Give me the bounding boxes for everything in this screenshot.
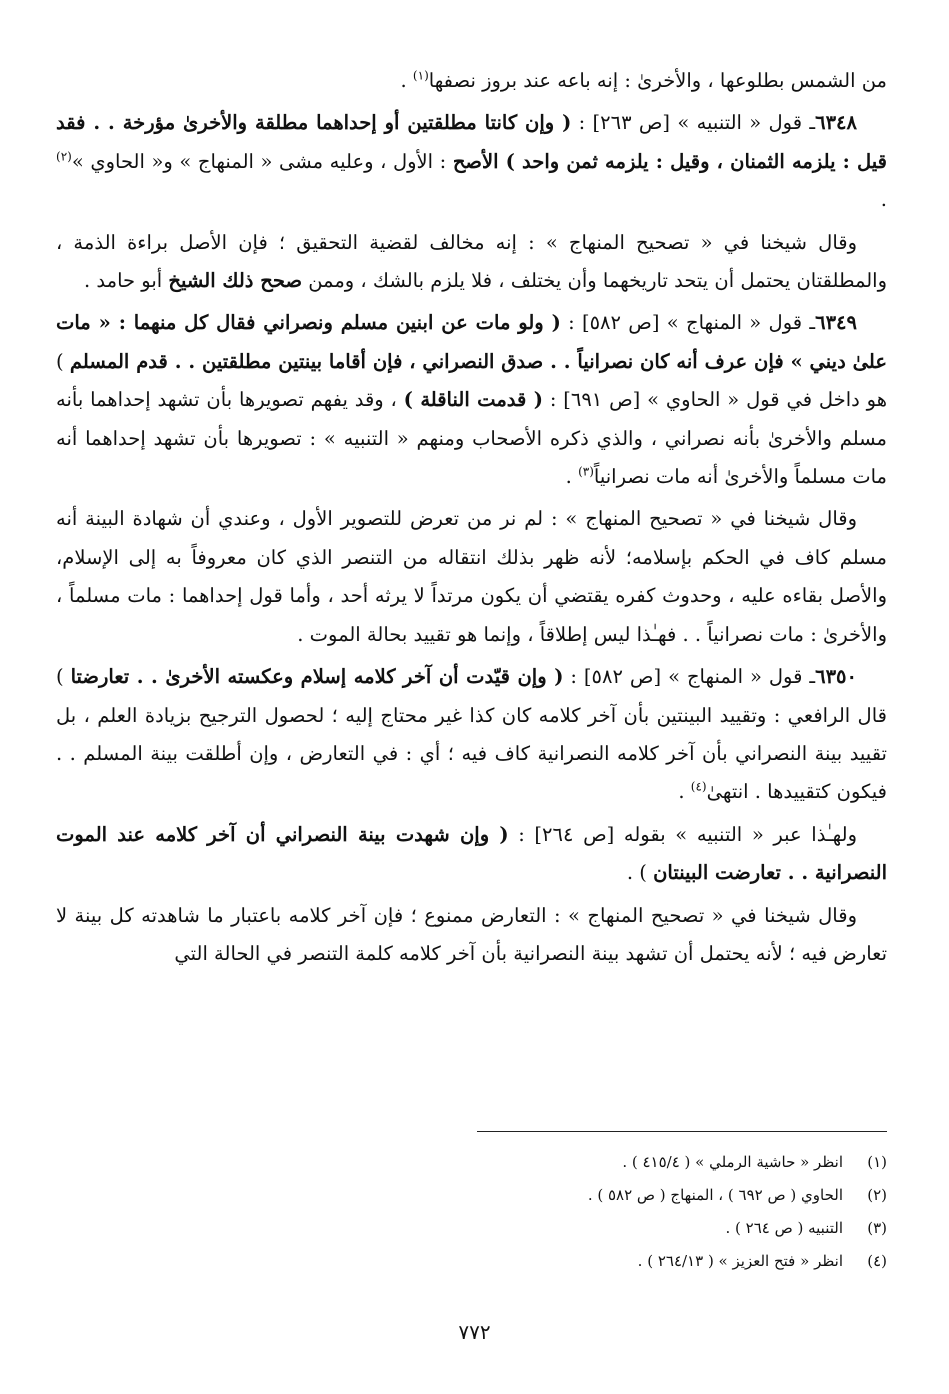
text-run: : الأول ، وعليه مشى « المنهاج » و« الحاوي » <box>71 149 453 173</box>
bold-quote: ٦٣٥٠ <box>815 665 858 689</box>
text-run: ـ قول « المنهاج » [ص ٥٨٢] : <box>560 311 816 335</box>
footnote-number: (١) <box>867 1153 887 1171</box>
bold-quote: ( وإن كانتا مطلقتين أو إحداهما مطلقة والأخرىٰ مؤرخة . . فقد قيل : يلزمه الثمنان ، وقيل : يلزمه ثمن واحد ) الأصح <box>56 111 887 173</box>
text-run: ولهـٰذا عبر « التنبيه » بقوله [ص ٢٦٤] : <box>508 822 858 846</box>
footnote-text: التنبيه ( ص ٢٦٤ ) . <box>725 1219 843 1237</box>
bold-quote: ( قدمت الناقلة ) <box>403 388 543 412</box>
footnote-item <box>56 1146 887 1179</box>
bold-quote: صحح ذلك الشيخ <box>168 269 303 293</box>
footnote-item <box>56 1245 887 1278</box>
text-run: ) قال الرافعي : وتقييد البينتين بأن آخر كلامه كان كذا غير محتاج إليه ؛ لحصول الترجيح بزيادة العلم ، بل تقييد بينة النصراني بأن آخر كلامه النصرانية كاف فيه ؛ أي : في التعارض ، وإن أطلقت بينة المسلم . . فيكون كتقييدها . انتهىٰ <box>56 665 887 804</box>
text-run: . <box>565 465 579 489</box>
bold-quote: ٦٣٤٩ <box>815 311 858 335</box>
footnote-item <box>56 1212 887 1245</box>
footnote-separator <box>477 1131 887 1132</box>
text-run: ، وقد يفهم تصويرها بأن تشهد إحداهما بأنه مسلم والأخرىٰ بأنه نصراني ، والذي ذكره الأصحاب ومنهم « التنبيه » : تصويرها بأن تشهد إحداهما أنه مات مسلماً والأخرىٰ أنه مات نصرانياً <box>56 388 887 489</box>
footnote-number: (٤) <box>867 1252 887 1270</box>
footnote-marker: (٢) <box>56 149 72 164</box>
paragraph-p7 <box>56 816 887 893</box>
bold-quote: ( وإن شهدت بينة النصراني أن آخر كلامه عند الموت النصرانية . . تعارضت البينتان <box>56 822 887 885</box>
footnote-number: (٢) <box>867 1186 887 1204</box>
paragraph-p2 <box>56 104 887 219</box>
text-run: ـ قول « التنبيه » [ص ٢٦٣] : <box>571 111 816 135</box>
footnote-number: (٣) <box>867 1219 887 1237</box>
paragraph-p5 <box>56 500 887 654</box>
paragraph-p4 <box>56 304 887 496</box>
text-run: وقال شيخنا في « تصحيح المنهاج » : لم نر من تعرض للتصوير الأول ، وعندي أن شهادة البينة أنه مسلم كاف في الحكم بإسلامه؛ لأنه ظهر بذلك انتقاله من التنصر الذي كان معروفاً به إلى الإسلام، والأصل بقاءه عليه ، وحدوث كفره يقتضي أن يكون مرتداً لا يرثه أحد ، وأما قول إحداهما : مات مسلماً ، والأخرىٰ : مات نصرانياً . . فهـٰذا ليس إطلاقاً ، وإنما هو تقييد بحالة الموت . <box>56 507 887 646</box>
footnote-item <box>56 1179 887 1212</box>
page-number: ٧٧٢ <box>458 1320 491 1344</box>
text-run: أبو حامد . <box>84 269 169 293</box>
text-run: . <box>400 69 413 92</box>
footnote-text: انظر « فتح العزيز » ( ٢٦٤/١٣ ) . <box>637 1252 843 1270</box>
text-run: ـ قول « المنهاج » [ص ٥٨٢] : <box>563 665 816 689</box>
footnote-text: الحاوي ( ص ٦٩٢ ) ، المنهاج ( ص ٥٨٢ ) . <box>587 1186 843 1204</box>
text-run: ) . <box>626 861 654 885</box>
footnote-marker: (٤) <box>690 779 707 794</box>
text-run: من الشمس بطلوعها ، والأخرىٰ : إنه باعه عند بروز نصفها <box>428 69 887 92</box>
text-run: . <box>880 188 887 212</box>
text-run: ) هو داخل في قول « الحاوي » [ص ٦٩١] : <box>56 349 888 412</box>
paragraph-p1 <box>56 62 887 100</box>
paragraph-p3 <box>56 224 887 301</box>
bold-quote: ( وإن قيّدت أن آخر كلامه إسلام وعكسته الأخرىٰ . . تعارضتا <box>70 665 564 689</box>
footnote-marker: (١) <box>412 68 429 83</box>
footnote-marker: (٣) <box>578 464 594 479</box>
footnote-text: انظر « حاشية الرملي » ( ٤١٥/٤ ) . <box>622 1153 843 1171</box>
footnotes <box>56 1146 887 1278</box>
bold-quote: ٦٣٤٨ <box>815 111 857 135</box>
text-run: وقال شيخنا في « تصحيح المنهاج » : التعارض ممنوع ؛ فإن آخر كلامه باعتبار ما شاهدته كل بينة لا تعارض فيه ؛ لأنه يحتمل أن تشهد بينة النصرانية بأن آخر كلامه كلمة التنصر في الحالة التي <box>56 903 887 965</box>
text-run: . <box>678 780 691 804</box>
main-text <box>56 62 887 977</box>
paragraph-p8 <box>56 897 887 974</box>
bold-quote: ( ولو مات عن ابنين مسلم ونصراني فقال كل منهما : « مات علىٰ ديني » فإن عرف أنه كان نصرانياً . . صدق النصراني ، فإن أقاما بينتين مطلقتين . . قدم المسلم <box>56 311 888 373</box>
text-run: وقال شيخنا في « تصحيح المنهاج » : إنه مخالف لقضية التحقيق ؛ فإن الأصل براءة الذمة ، والمطلقتان يحتمل أن يتحد تاريخهما وأن يختلف ، فلا يلزم بالشك ، وممن <box>56 230 887 293</box>
paragraph-p6 <box>56 658 887 812</box>
